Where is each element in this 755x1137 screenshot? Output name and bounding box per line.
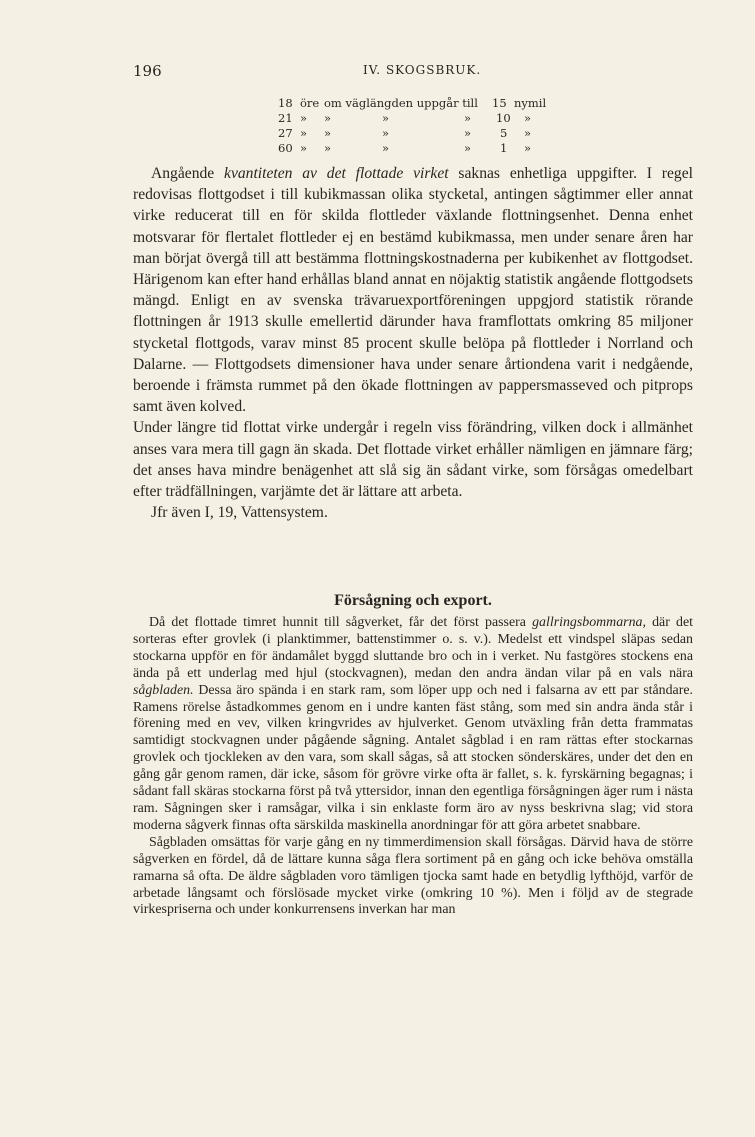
text-run: Angående <box>151 165 225 182</box>
rate-unit: » <box>300 141 308 155</box>
rate-distance: 5 <box>500 126 508 140</box>
rate-row <box>278 111 578 126</box>
rate-unit: » <box>300 126 308 140</box>
rate-price: 21 <box>278 111 293 125</box>
italic-term: gallringsbommarna, <box>532 615 646 630</box>
rate-distance: 10 <box>496 111 511 125</box>
rate-distance-unit: » <box>524 111 532 125</box>
section-quantity <box>133 163 693 523</box>
paragraph <box>133 615 693 835</box>
rate-row <box>278 126 578 141</box>
rate-distance: 1 <box>500 141 508 155</box>
rate-price: 18 <box>278 96 293 110</box>
paragraph: Sågbladen omsättas för varje gång en ny timmerdimension skall försågas. Därvid hava de större sågverken en fördel, då de lättare kunna såga flera sortiment på en gång och icke behöva omställa ramarna så ofta. De äldre sågbladen voro tämligen tjocka samt hade en betydlig lyfthöjd, varför de arbetade långsamt och förslösade mycket virke (omkring 10 %). Men i följd av de stegrade virkespriserna och under konkurrensens inverkan har man <box>133 834 693 918</box>
italic-term: sågbladen. <box>133 682 194 698</box>
rate-ditto: » <box>324 111 332 125</box>
rate-distance: 15 <box>492 96 507 110</box>
rate-table <box>278 96 578 156</box>
text-run: saknas enhetliga uppgifter. I regel redovisas flottgodset i till kubikmassan olika stycketal, antingen sågtimmer eller annat virke reducerat till en för skilda flottleder växlande flottningsenhet. Denna enhet motsvarar för flertalet flottleder ej en bestämd kubikmassa, men under senare åren har man börjat övergå till att bestämma flottningskostnaderna per kubikenhet av flottgodset. Härigenom kan efter hand erhållas bland annat en nöjaktig statistik angående flottgodsets mängd. Enligt en av svenska trävaruexportföreningen uppgjord statistik rörande flottningen år 1913 skulle emellertid därunder hava framflottats omkring 85 miljoner stycketal flottgods, varav minst 85 procent skulle belöpa på flottleder i Norrland och Dalarne. — Flottgodsets dimensioner hava under senare årtiondena varit i nedgående, beroende i främsta rummet på den ökade flottningen av pappersmasseved och pitprops samt även kolved. <box>133 165 693 416</box>
rate-row <box>278 96 578 111</box>
rate-ditto: » <box>324 126 332 140</box>
rate-distance-unit: » <box>524 126 532 140</box>
running-title: IV. SKOGSBRUK. <box>363 63 482 77</box>
rate-price: 27 <box>278 126 293 140</box>
rate-price: 60 <box>278 141 293 155</box>
paragraph <box>133 163 693 417</box>
section-heading: Försågning och export. <box>334 592 492 609</box>
rate-row <box>278 141 578 156</box>
rate-ditto: » <box>464 126 472 140</box>
page-number: 196 <box>133 62 162 80</box>
rate-unit: öre <box>300 96 320 110</box>
rate-ditto: » <box>324 141 332 155</box>
rate-ditto: » <box>464 111 472 125</box>
rate-distance-unit: nymil <box>514 96 547 110</box>
italic-phrase: kvantiteten av det flottade virket <box>224 165 449 182</box>
text-run: Då det flottade timret hunnit till sågverket, får det först passera <box>149 615 533 630</box>
paragraph: Jfr även I, 19, Vattensystem. <box>151 504 328 522</box>
paragraph: Under längre tid flottat virke undergår i regeln viss förändring, vilken dock i allmänhet anses vara mera till gagn än skada. Det flottade virket erhåller nämligen en jämnare färg; det anses hava mindre benägenhet att slå sig än sådant virke, som försågas omedelbart efter trädfällningen, varjämte det är lättare att arbeta. <box>133 419 693 501</box>
text-run: där det sorteras efter grovlek (i planktimmer, battenstimmer o. s. v.). Medelst ett vindspel släpas sedan stockarna uppför en för ändamålet byggd sluttande bro och in i verket. Nu fastgöres stockens ena ända på ett underlag med hjul (stockvagnen), medan den andra ändan vilar på en vals nära <box>133 615 694 681</box>
rate-distance-unit: » <box>524 141 532 155</box>
rate-ditto: » <box>382 126 390 140</box>
rate-ditto: » <box>382 111 390 125</box>
page-header <box>133 62 693 82</box>
section-sawing <box>133 615 693 919</box>
rate-ditto: » <box>464 141 472 155</box>
text-run: Dessa äro spända i en stark ram, som löper upp och ned i falsarna av ett par ståndare. Ramens rörelse åstadkommes genom en i undre kanten fäst stång, som med sin andra ända står i förening med en vev, vilken kringvrides av hjulverket. Genom utväxling från detta frammatas samtidigt stockvagnen under pågående sågning. Antalet sågblad i en ram rättas efter stockarnas grovlek och tjockleken av den vara, som skall sågas, så att stocken sönderskäres, under det den en gång går genom ramen, där icke, såsom för grövre virke ofta är fallet, s. k. fyrskärning begagnas; i sådant fall skäras stockarna först på två yttersidor, innan den egentliga försågningen äger rum i nästa ram. Sågningen sker i ramsågar, vilka i sin enklaste form äro av nyss beskrivna slag; vid stora moderna sågverk finnas ofta särskilda maskinella anordningar för att göra arbetet snabbare. <box>133 682 693 833</box>
rate-unit: » <box>300 111 308 125</box>
rate-text: om väglängden uppgår till <box>324 96 478 110</box>
rate-ditto: » <box>382 141 390 155</box>
